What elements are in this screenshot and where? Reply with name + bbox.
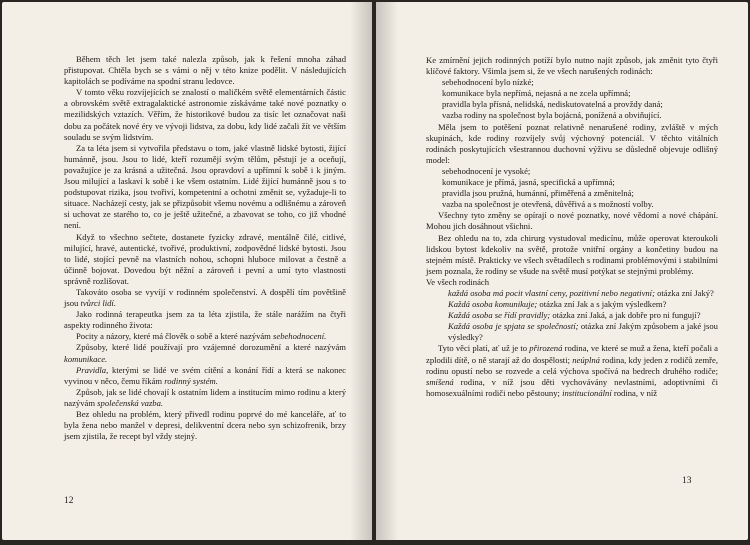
gutter-shadow [350, 2, 372, 540]
list-item: pravidla byla přísná, nelidská, nediskutovatelná a provždy daná; [442, 99, 663, 110]
list-item: sebehodnocení je vysoké; [442, 165, 531, 176]
page-number: 12 [64, 496, 74, 506]
list-item: vazba rodiny na společnost byla bojácná, ponížená a obviňující. [442, 110, 662, 121]
gutter-shadow [376, 2, 398, 540]
right-page-text [426, 55, 718, 399]
list-item: Každá osoba je spjata se společností; otázka zní Jakým způsobem a jaké jsou výsledky? [448, 321, 718, 343]
list-item: komunikace byla nepřímá, nejasná a ne zcela upřímná; [442, 88, 631, 99]
paragraph: Pocity a názory, které má člověk o sobě a které nazývám sebehodnocení. [76, 331, 327, 342]
paragraph: Pravidla, kterými se lidé ve svém cítění a konání řídí a která se nakonec vyvinou v něco, čemu říkám rodinný systém. [64, 364, 346, 386]
right-page [376, 2, 748, 540]
list-item: sebehodnocení bylo nízké; [442, 77, 534, 88]
paragraph: Měla jsem to potěšení poznat relativně nenarušené rodiny, zvláště v mých skupinách, kde rodiny rozvíjely svůj výchovný potenciál. V těchto vitálních rodinách poskytujících všestrannou duchovní výživu se důsledně objevuje odlišný model: [426, 121, 718, 165]
paragraph: Ke zmírnění jejich rodinných potíží bylo nutno najít způsob, jak změnit tyto čtyři klíčové faktory. Všimla jsem si, že ve všech narušených rodinách: [426, 55, 718, 77]
paragraph: Takováto osoba se vyvíjí v rodinném společenství. A dospělí tím povětšině jsou tvůrci lidí. [64, 286, 346, 309]
list-item: každá osoba má pocit vlastní ceny, pozitivní nebo negativní; otázka zní Jaký? [448, 287, 714, 298]
paragraph: Bez ohledu na problém, který přivedl rodinu poprvé do mé kanceláře, ať to byla žena nebo manžel v depresi, delikventní dcera nebo syn schizofrenik, brzy jsem zjistila, že recept byl vždy stejný. [64, 409, 346, 442]
paragraph: Jako rodinná terapeutka jsem za ta léta zjistila, že stále narážím na čtyři aspekty rodinného života: [64, 309, 346, 331]
paragraph: Během těch let jsem také nalezla způsob, jak k řešení mnoha záhad přistupovat. Chtěla bych se s vámi o něj v této knize podělit. V následujících kapitolách se podíváme na spodní stranu ledovce. [64, 54, 346, 87]
paragraph: Všechny tyto změny se opírají o nové poznatky, nové vědomí a nové chápání. Mohou jich dosáhnout všichni. [426, 210, 718, 232]
paragraph: V tomto věku rozvíjejících se znalostí o maličkém světě elementárních částic a obrovském světě extragalaktické astronomie získáváme také nové poznatky o mezilidských vztazích. Věřím, že historikové budou za tisíc let označovat naši dobu za počátek nové éry ve vývoji lidstva, za dobu, kdy lidé začali žít ve větším souladu se svým lidstvím. [64, 87, 346, 142]
left-page [2, 2, 372, 540]
paragraph: Bez ohledu na to, zda chirurg vystudoval medicínu, může operovat kteroukoli lidskou bytost kdekoliv na světě, protože vnitřní orgány a končetiny budou na stejném místě. Prakticky ve všech světadílech s rodinami problémovými i stabilními jsem poznala, že rodiny se všude na světě musí potýkat se stejnými problémy. [426, 232, 718, 276]
list-item: komunikace je přímá, jasná, specifická a upřímná; [442, 177, 615, 188]
list-item: Každá osoba komunikuje; otázka zní Jak a s jakým výsledkem? [448, 299, 667, 310]
list-item: vazba na společnost je otevřená, důvěřivá a s možností volby. [442, 199, 654, 210]
page-number: 13 [682, 476, 692, 486]
paragraph: Když to všechno sečtete, dostanete fyzicky zdravé, mentálně čilé, citlivé, milující, hravé, autentické, tvořivé, produktivní, zodpovědné lidské bytosti. Jsou to lidé, stojící pevně na vlastních nohou, schopni hluboce milovat a čestně a účinně bojovat. Dovedou být něžní a zároveň i pevní a umí tyto vlastnosti správně rozlišovat. [64, 231, 346, 286]
list-item: pravidla jsou pružná, humánní, přiměřená a změnitelná; [442, 188, 634, 199]
paragraph: Tyto věci platí, ať už je to přirozená rodina, ve které se muž a žena, kteří počali a zplodili dítě, o ně starají až do dospělosti; neúplná rodina, kdy jeden z rodičů zemře, rodinu opustí nebo se rozvede a celá výchova spočívá na bedrech druhého rodiče; smíšená rodina, v níž jsou děti vychovávány nevlastními, adoptivními či homosexuálními rodiči nebo pěstouny; institucionální rodina, v níž [426, 343, 718, 398]
paragraph: Způsoby, které lidé používají pro vzájemné dorozumění a které nazývám komunikace. [64, 342, 346, 364]
paragraph: Ve všech rodinách [426, 276, 489, 287]
left-page-text [64, 54, 346, 442]
paragraph: Za ta léta jsem si vytvořila představu o tom, jaké vlastně lidské bytosti, žijící humánně, jsou. Jsou to lidé, kteří rozumějí svým tělům, pěstují je a oceňují, považujíce je za krásná a užitečná. Jsou opravdoví a upřímní k sobě i k jiným. Jsou milující a laskaví k sobě i ke všem ostatním. Lidé žijící humánně jsou s to podstupovat rizika, jsou tvořiví, kompetentní a ochotni změnit se, vyžaduje-li to situace. Nacházejí cesty, jak se přizpůsobit všemu novému a odlišnému a zároveň si uchovat ze starého to, co je ještě užitečné, a zbavovat se toho, co již vhodné není. [64, 142, 346, 231]
paragraph: Způsob, jak se lidé chovají k ostatním lidem a institucím mimo rodinu a který nazývám společenská vazba. [64, 386, 346, 408]
list-item: Každá osoba se řídí pravidly; otázka zní Jaká, a jak dobře pro ni fungují? [448, 310, 701, 321]
